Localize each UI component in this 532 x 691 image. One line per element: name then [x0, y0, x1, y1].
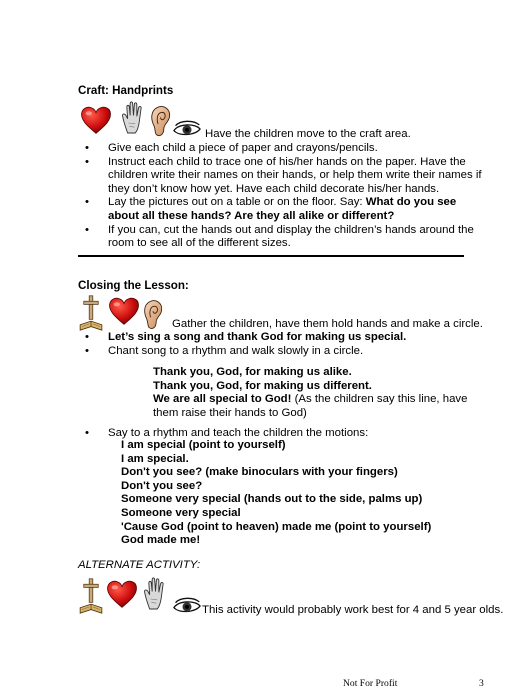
list-item: • Let’s sing a song and thank God for making us special.: [85, 331, 407, 343]
heart-icon: [106, 580, 138, 609]
chant-lines: [121, 439, 461, 548]
chant-line: Someone very special (hands out to the side, palms up): [121, 493, 423, 506]
closing-intro: Gather the children, have them hold hands and make a circle.: [172, 318, 483, 330]
cross-bible-icon: [79, 294, 103, 332]
craft-intro: Have the children move to the craft area.: [205, 128, 411, 140]
chant-line: Don't you see?: [121, 479, 203, 492]
hand-icon: [143, 577, 168, 611]
chant-line: I am special (point to yourself): [121, 439, 286, 451]
ear-icon: [149, 104, 172, 139]
heart-icon: [80, 106, 112, 135]
closing-bullet-list: [85, 331, 488, 358]
eye-icon: [172, 597, 202, 615]
song-line: We are all special to God! (As the children say this line, have them raise their hands to God): [153, 393, 468, 419]
song-lyrics: [153, 366, 483, 420]
chant-line: Don't you see? (make binoculars with your fingers): [121, 466, 398, 479]
song-line: Thank you, God, for making us different.: [153, 379, 372, 392]
craft-bullet-list: [85, 142, 488, 251]
list-item: • Lay the pictures out on a table or on the floor. Say: What do you see about all these hands? Are they all alike or different?: [85, 196, 457, 222]
chant-line: God made me!: [121, 534, 201, 547]
heart-icon: [108, 297, 140, 326]
list-item: • Instruct each child to trace one of his/her hands on the paper. Have the children write their names on their hands, or help them write their names if they don’t know how yet. Have each child decorate his/her hands.: [85, 155, 482, 195]
list-item: • If you can, cut the hands out and display the children’s hands around the room to see all of the different sizes.: [85, 223, 474, 250]
ear-icon: [142, 298, 164, 332]
chant-line: Someone very special: [121, 506, 241, 519]
section-divider: [78, 255, 464, 257]
page-number: 3: [479, 678, 484, 689]
closing-heading: Closing the Lesson:: [78, 279, 189, 292]
chant-line: I am special.: [121, 452, 189, 465]
list-item: • Say to a rhythm and teach the children the motions:: [85, 427, 369, 439]
cross-bible-icon: [79, 577, 103, 615]
eye-icon: [172, 120, 202, 138]
chant-line: 'Cause God (point to heaven) made me (point to yourself): [121, 520, 432, 533]
song-line: Thank you, God, for making us alike.: [153, 366, 352, 378]
alternate-text: This activity would probably work best for 4 and 5 year olds.: [202, 604, 504, 616]
alternate-heading: ALTERNATE ACTIVITY:: [78, 559, 201, 571]
hand-icon: [121, 101, 146, 135]
footer-note: Not For Profit: [343, 678, 398, 689]
list-item: • Chant song to a rhythm and walk slowly in a circle.: [85, 344, 364, 357]
craft-heading: Craft: Handprints: [78, 84, 174, 97]
list-item: • Give each child a piece of paper and crayons/pencils.: [85, 142, 378, 154]
